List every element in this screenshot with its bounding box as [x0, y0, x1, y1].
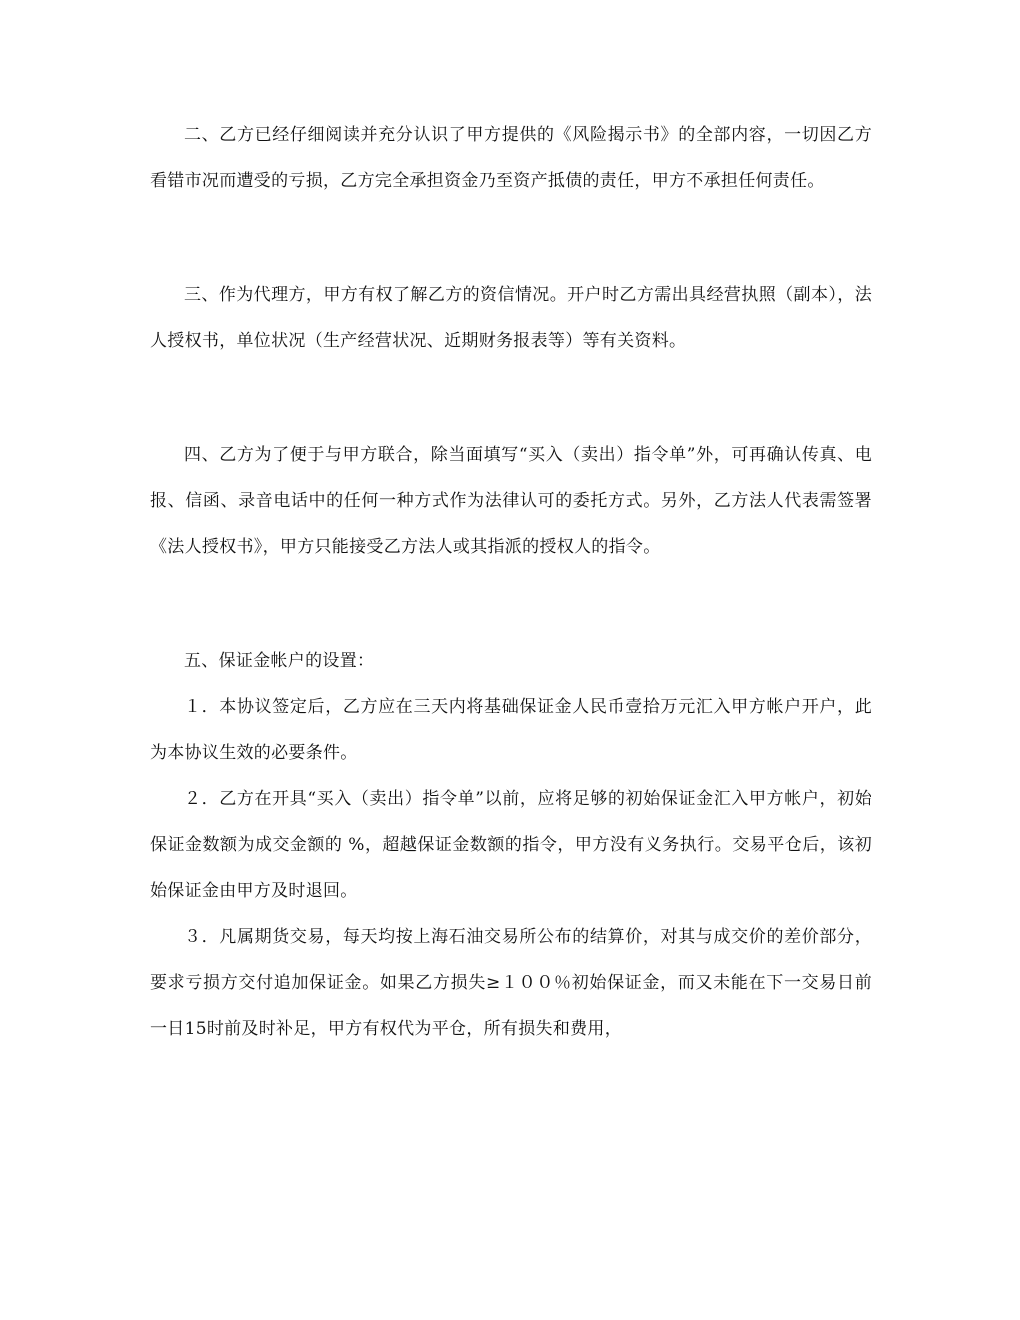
clause-five-item-1: １．本协议签定后，乙方应在三天内将基础保证金人民币壹拾万元汇入甲方帐户开户，此为本协议生效的必要条件。 [150, 697, 872, 763]
clause-five-item-2: ２．乙方在开具“买入（卖出）指令单”以前，应将足够的初始保证金汇入甲方帐户，初始保证金数额为成交金额的 %，超越保证金数额的指令，甲方没有义务执行。交易平仓后，该初始保证金由甲方及时退回。 [150, 789, 872, 901]
clause-three-paragraph: 三、作为代理方，甲方有权了解乙方的资信情况。开户时乙方需出具经营执照（副本），法人授权书，单位状况（生产经营状况、近期财务报表等）等有关资料。 [150, 285, 872, 351]
document-page [150, 112, 872, 1052]
clause-four-paragraph: 四、乙方为了便于与甲方联合，除当面填写“买入（卖出）指令单”外，可再确认传真、电报、信函、录音电话中的任何一种方式作为法律认可的委托方式。另外，乙方法人代表需签署《法人授权书》，甲方只能接受乙方法人或其指派的授权人的指令。 [150, 445, 872, 557]
clause-five-heading: 五、保证金帐户的设置： [184, 651, 375, 671]
clause-two-paragraph: 二、乙方已经仔细阅读并充分认识了甲方提供的《风险揭示书》的全部内容，一切因乙方看错市况而遭受的亏损，乙方完全承担资金乃至资产抵债的责任，甲方不承担任何责任。 [150, 125, 872, 191]
clause-five-item-3: ３．凡属期货交易，每天均按上海石油交易所公布的结算价，对其与成交价的差价部分，要求亏损方交付追加保证金。如果乙方损失≥１００％初始保证金，而又未能在下一交易日前一日15时前及时补足，甲方有权代为平仓，所有损失和费用， [150, 927, 872, 1039]
